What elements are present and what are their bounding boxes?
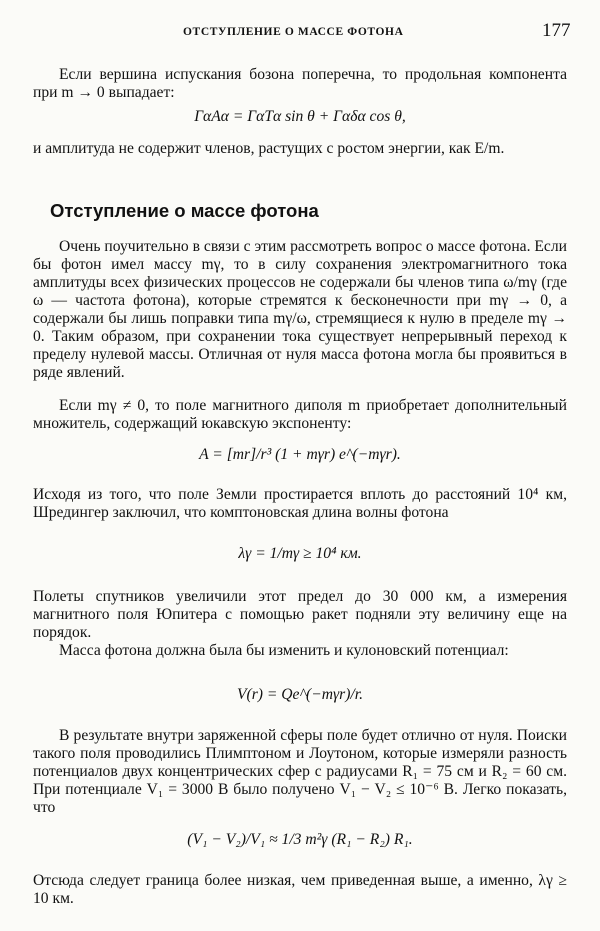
- paragraph-amplitude: и амплитуда не содержит членов, растущих с ростом энергии, как E/m.: [33, 140, 505, 157]
- sphere-paragraph: [33, 727, 567, 817]
- running-title: ОТСТУПЛЕНИЕ О МАССЕ ФОТОНА: [183, 26, 404, 38]
- amplitude-paragraph: [33, 140, 567, 158]
- paragraph-sphere: В результате внутри заряженной сферы поле будет отлично от нуля. Поиски такого поля проводились Плимптоном и Лоутоном, которые измеряли разность потенциалов двух концентрических сфер с радиусами R₁ = 75 см и R₂ = 60 см. При потенциале V₁ = 3000 В было получено V₁ − V₂ ≤ 10⁻⁶ В. Легко показать, что: [33, 727, 567, 816]
- satellites-paragraph: [33, 588, 567, 642]
- paragraph-intro: Если вершина испускания бозона поперечна, то продольная компонента при m → 0 выпадает:: [33, 66, 567, 101]
- equation-difference: (V₁ − V₂)/V₁ ≈ 1/3 m²γ (R₁ − R₂) R₁.: [187, 831, 413, 848]
- paragraph-dipole: Если mγ ≠ 0, то поле магнитного диполя m приобретает дополнительный множитель, содержащий юкавскую экспоненту:: [33, 397, 567, 432]
- paragraph-conclusion: Отсюда следует граница более низкая, чем приведенная выше, а именно, λγ ≥ 10 км.: [33, 872, 567, 907]
- paragraph-photon-mass: Очень поучительно в связи с этим рассмотреть вопрос о массе фотона. Если бы фотон имел массу mγ, то в силу сохранения электромагнитного тока амплитуды всех физических процессов не содержали бы членов типа ω/mγ (где ω — частота фотона), которые стремятся к бесконечности при mγ → 0, а содержали бы лишь поправки типа mγ/ω, стремящиеся к нулю в пределе mγ → 0. Таким образом, при сохранении тока существует непрерывный переход к пределу нулевой массы. Отличная от нуля масса фотона могла бы проявиться в ряде явлений.: [33, 238, 567, 381]
- intro-paragraph: [33, 66, 567, 102]
- equation-compton: λγ = 1/mγ ≥ 10⁴ км.: [238, 545, 362, 562]
- paragraph-coulomb: Масса фотона должна была бы изменить и кулоновский потенциал:: [59, 642, 509, 659]
- paragraph-satellites: Полеты спутников увеличили этот предел до 30 000 км, а измерения магнитного поля Юпитера с помощью ракет подняли эту величину еще на порядок.: [33, 588, 567, 641]
- equation-coulomb: V(r) = Qe^(−mγr)/r.: [236, 686, 363, 703]
- page-number: 177: [542, 20, 571, 41]
- dipole-paragraph: [33, 397, 567, 433]
- conclusion-paragraph: [33, 872, 567, 908]
- equation-longitudinal: ΓαAα = ΓαTα sin θ + Γαδα cos θ,: [194, 108, 406, 125]
- coulomb-paragraph: [33, 642, 567, 660]
- earth-paragraph: [33, 486, 567, 522]
- equation-dipole: A = [mr]/r³ (1 + mγr) e^(−mγr).: [199, 446, 401, 463]
- photon-mass-paragraph: [33, 238, 567, 382]
- section-title: Отступление о массе фотона: [50, 200, 319, 221]
- paragraph-earth: Исходя из того, что поле Земли простирается вплоть до расстояний 10⁴ км, Шредингер заключил, что комптоновская длина волны фотона: [33, 486, 567, 521]
